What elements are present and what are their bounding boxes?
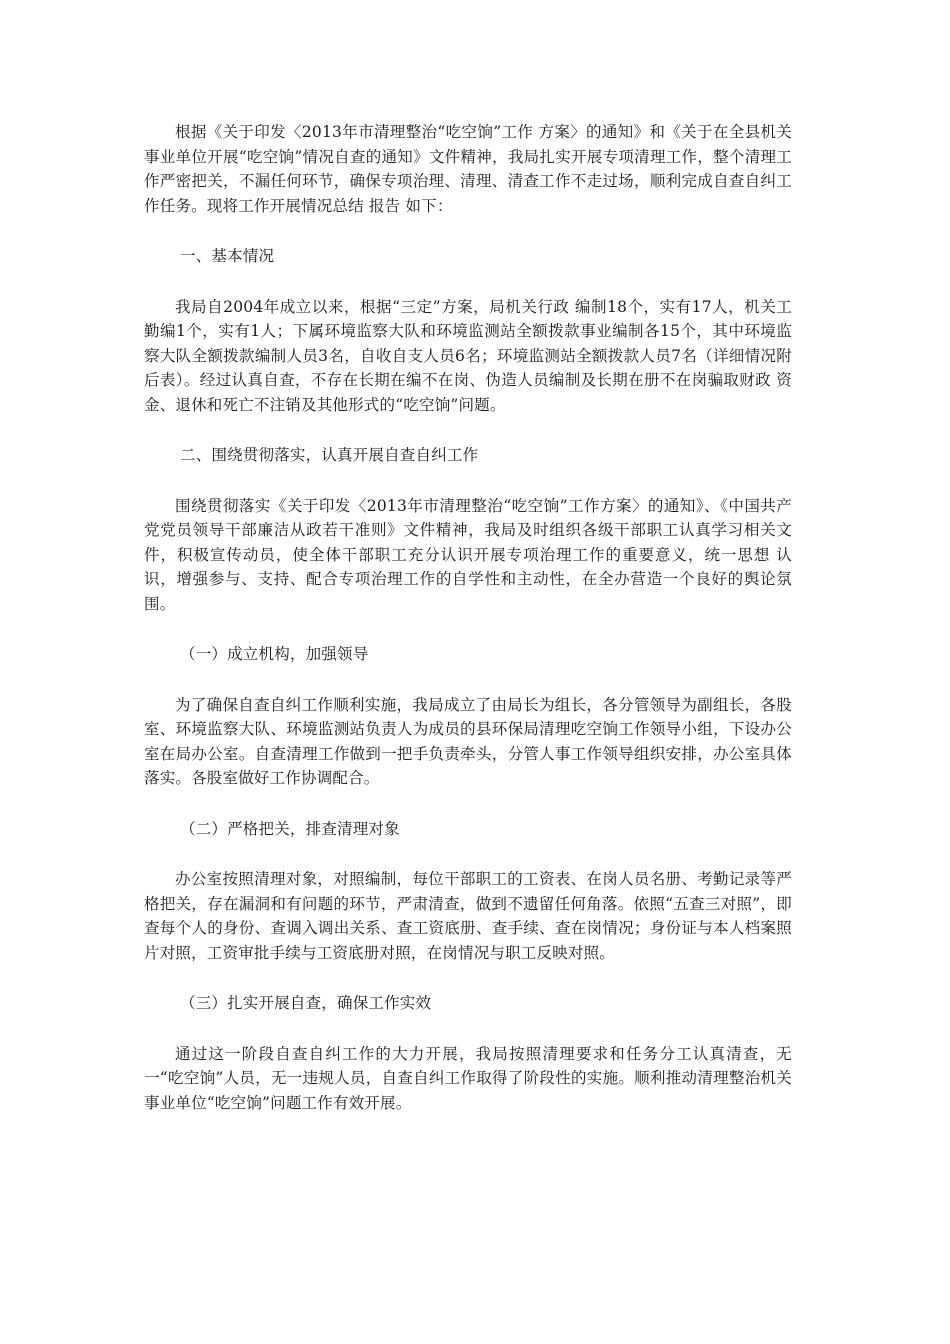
document-page	[144, 120, 792, 1115]
section-1-paragraph: 我局自2004年成立以来，根据“三定”方案，局机关行政 编制18个，实有17人，机关工勤编1个，实有1人；下属环境监察大队和环境监测站全额拨款事业编制各15个，其中环境监察大队全额拨款编制人员3名，自收自支人员6名；环境监测站全额拨款人员7名（详细情况附后表）。经过认真自查，不存在长期在编不在岗、伪造人员编制及长期在册不在岗骗取财政 资金、退休和死亡不注销及其他形式的“吃空饷”问题。	[144, 297, 792, 414]
subsection-2-heading: （二）严格把关，排查清理对象	[180, 819, 400, 838]
subsection-1-heading: （一）成立机构，加强领导	[180, 645, 369, 663]
subsection-3-paragraph: 通过这一阶段自查自纠工作的大力开展，我局按照清理要求和任务分工认真清查，无一“吃空饷”人员，无一违规人员，自查自纠工作取得了阶段性的实施。顺利推动清理整治机关事业单位“吃空饷”问题工作有效开展。	[144, 1044, 792, 1112]
subsection-1-paragraph: 为了确保自查自纠工作顺利实施，我局成立了由局长为组长，各分管领导为副组长，各股室、环境监察大队、环境监测站负责人为成员的县环保局清理吃空饷工作领导小组，下设办公室在局办公室。自查清理工作做到一把手负责牵头，分管人事工作领导组织安排，办公室具体落实。各股室做好工作协调配合。	[144, 695, 792, 787]
section-1-heading: 一、基本情况	[180, 247, 275, 265]
section-2-paragraph: 围绕贯彻落实《关于印发〈2013年市清理整治“吃空饷”工作方案〉的通知》、《中国共产党党员领导干部廉洁从政若干准则》文件精神，我局及时组织各级干部职工认真学习相关文件，积极宣传动员，使全体干部职工充分认识开展专项治理工作的重要意义，统一思想 认识，增强参与、支持、配合专项治理工作的自学性和主动性，在全办营造一个良好的舆论氛围。	[144, 496, 792, 613]
subsection-3-heading: （三）扎实开展自查，确保工作实效	[180, 994, 432, 1012]
section-2-heading: 二、围绕贯彻落实，认真开展自查自纠工作	[180, 446, 479, 464]
subsection-2-paragraph: 办公室按照清理对象，对照编制，每位干部职工的工资表、在岗人员名册、考勤记录等严格把关，存在漏洞和有问题的环节，严肃清查，做到不遗留任何角落。依照“五查三对照”，即查每个人的身份、查调入调出关系、查工资底册、查手续、查在岗情况；身份证与本人档案照片对照，工资审批手续与工资底册对照，在岗情况与职工反映对照。	[144, 870, 792, 962]
intro-paragraph: 根据《关于印发〈2013年市清理整治“吃空饷”工作 方案〉的通知》和《关于在全县机关事业单位开展“吃空饷”情况自查的通知》文件精神，我局扎实开展专项清理工作，整个清理工作严密把关，不漏任何环节，确保专项治理、清理、清查工作不走过场，顺利完成自查自纠工作任务。现将工作开展情况总结 报告 如下：	[144, 123, 792, 215]
